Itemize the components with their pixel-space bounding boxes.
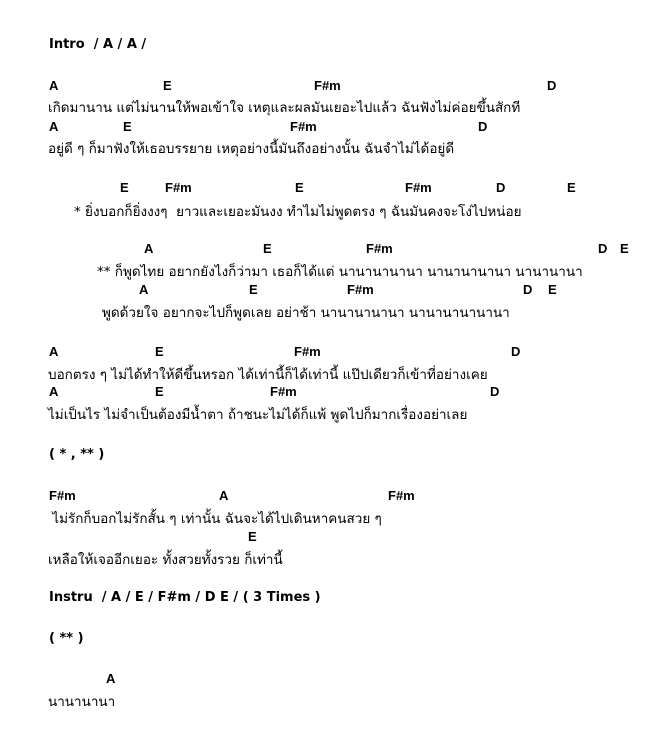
chord-label: E (567, 180, 576, 195)
repeat-marker-1: ( * , ** ) (49, 447, 105, 462)
chord-label: E (295, 180, 304, 195)
chord-label: A (144, 241, 154, 256)
chord-label: E (155, 384, 164, 399)
chord-label: F#m (165, 180, 192, 195)
chord-label: F#m (388, 488, 415, 503)
chord-label: A (106, 671, 116, 686)
chord-label: D (598, 241, 608, 256)
verse2-lyric-2: ไม่เป็นไร ไม่จำเป็นต้องมีน้ำตา ถ้าชนะไม่ได้ก็แพ้ พูดไปก็มากเรื่องอย่าเลย (48, 407, 468, 423)
instru-line: Instru / A / E / F#m / D E / ( 3 Times ) (49, 590, 321, 605)
chord-label: F#m (314, 78, 341, 93)
chord-label: E (548, 282, 557, 297)
chord-label: E (248, 529, 257, 544)
chord-label: D (496, 180, 506, 195)
chorus1-lyric: * ยิ่งบอกก็ยิ่งงงๆ ยาวและเยอะมันงง ทำไมไม่พูดตรง ๆ ฉันมันคงจะโง่ไปหน่อย (74, 204, 522, 220)
chord-label: A (139, 282, 149, 297)
chord-label: D (511, 344, 521, 359)
chord-label: A (219, 488, 229, 503)
chord-label: E (249, 282, 258, 297)
chord-label: E (263, 241, 272, 256)
chord-label: F#m (290, 119, 317, 134)
chord-label: F#m (405, 180, 432, 195)
chord-label: E (163, 78, 172, 93)
bridge-lyric-2: เหลือให้เจออีกเยอะ ทั้งสวยทั้งรวย ก็เท่านี้ (48, 552, 283, 568)
chord-label: D (523, 282, 533, 297)
bridge-lyric-1: ไม่รักก็บอกไม่รักสั้น ๆ เท่านั้น ฉันจะได้ไปเดินหาคนสวย ๆ (48, 511, 382, 527)
chord-label: A (49, 344, 59, 359)
chord-label: D (478, 119, 488, 134)
chord-label: F#m (366, 241, 393, 256)
chord-label: A (49, 384, 59, 399)
chord-label: F#m (347, 282, 374, 297)
verse2-lyric-1: บอกตรง ๆ ไม่ได้ทำให้ดีขึ้นหรอก ได้เท่านี้ก็ได้เท่านี้ แป๊ปเดียวก็เข้าที่อย่างเคย (48, 367, 488, 383)
chord-label: E (620, 241, 629, 256)
verse1-lyric-1: เกิดมานาน แต่ไม่นานให้พอเข้าใจ เหตุและผลมันเยอะไปแล้ว ฉันฟังไม่ค่อยขึ้นสักที (48, 100, 521, 116)
chord-label: F#m (49, 488, 76, 503)
chord-label: F#m (294, 344, 321, 359)
chord-label: D (490, 384, 500, 399)
chord-label: E (123, 119, 132, 134)
outro-lyric: นานานานา (48, 694, 116, 710)
chord-label: A (49, 119, 59, 134)
chord-label: F#m (270, 384, 297, 399)
intro-line: Intro / A / A / (49, 37, 147, 52)
chord-label: E (155, 344, 164, 359)
verse1-lyric-2: อยู่ดี ๆ ก็มาฟังให้เธอบรรยาย เหตุอย่างนี้มันถึงอย่างนั้น ฉันจำไม่ได้อยู่ดี (48, 141, 455, 157)
chord-label: D (547, 78, 557, 93)
chord-label: A (49, 78, 59, 93)
chord-label: E (120, 180, 129, 195)
chorus2-lyric-1: ** ก็พูดไทย อยากยังไงก็ว่ามา เธอก็ได้แต่ นานานานานา นานานานานา นานานานา (97, 264, 583, 280)
repeat-marker-2: ( ** ) (49, 631, 84, 646)
chorus2-lyric-2: พูดด้วยใจ อยากจะไปก็พูดเลย อย่าช้า นานานานานา นานานานานานา (102, 305, 510, 321)
